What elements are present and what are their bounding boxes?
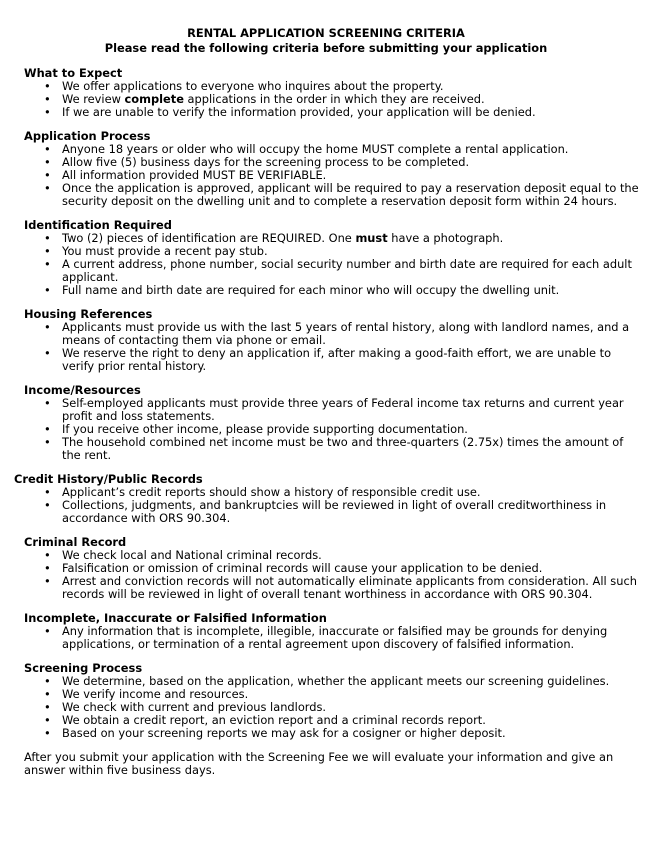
section xyxy=(14,472,640,525)
list-item xyxy=(24,258,640,284)
list-item-emphasis: complete xyxy=(124,92,184,106)
section xyxy=(24,130,640,208)
list-item-text: have a photograph. xyxy=(387,231,504,245)
list-item-text: You must provide a recent pay stub. xyxy=(62,244,268,258)
list-item-text: We check local and National criminal records. xyxy=(62,548,322,562)
list-item-text: We determine, based on the application, whether the applicant meets our screening guidelines. xyxy=(62,674,610,688)
list-item-text: Any information that is incomplete, illegible, inaccurate or falsified may be grounds for denying applications, or termination of a rental agreement upon discovery of falsified information. xyxy=(62,624,608,651)
list-item xyxy=(24,182,640,208)
section xyxy=(24,536,640,601)
bullet-list xyxy=(24,80,640,119)
list-item xyxy=(24,727,640,740)
section-heading: Criminal Record xyxy=(24,535,127,549)
section xyxy=(24,308,640,373)
list-item-text: We verify income and resources. xyxy=(62,687,249,701)
document-subtitle: Please read the following criteria before submitting your application xyxy=(104,41,548,55)
list-item-text: If you receive other income, please provide supporting documentation. xyxy=(62,422,468,436)
list-item-text: Self-employed applicants must provide three years of Federal income tax returns and current year profit and loss statements. xyxy=(62,396,624,423)
section-heading: Credit History/Public Records xyxy=(14,472,203,486)
list-item-text: applications in the order in which they are received. xyxy=(183,92,485,106)
list-item-text: The household combined net income must be two and three-quarters (2.75x) times the amount of the rent. xyxy=(62,435,624,462)
list-item-text: Applicants must provide us with the last 5 years of rental history, along with landlord names, and a means of contacting them via phone or email. xyxy=(62,320,630,347)
list-item-text: We offer applications to everyone who inquires about the property. xyxy=(62,79,444,93)
list-item-text: All information provided MUST BE VERIFIABLE. xyxy=(62,168,327,182)
bullet-list xyxy=(24,397,640,462)
list-item-text: Full name and birth date are required for each minor who will occupy the dwelling unit. xyxy=(62,283,560,297)
list-item-text: Allow five (5) business days for the screening process to be completed. xyxy=(62,155,470,169)
section-heading: Identification Required xyxy=(24,218,172,232)
list-item xyxy=(24,575,640,601)
list-item-text: We obtain a credit report, an eviction report and a criminal records report. xyxy=(62,713,486,727)
list-item-text: Anyone 18 years or older who will occupy the home MUST complete a rental application. xyxy=(62,142,569,156)
list-item xyxy=(24,106,640,119)
section-heading: Housing References xyxy=(24,307,153,321)
section xyxy=(24,384,640,462)
list-item xyxy=(24,625,640,651)
list-item xyxy=(24,284,640,297)
list-item-text: Based on your screening reports we may ask for a cosigner or higher deposit. xyxy=(62,726,506,740)
section xyxy=(24,612,640,651)
list-item-text: If we are unable to verify the information provided, your application will be denied. xyxy=(62,105,536,119)
list-item-text: Two (2) pieces of identification are REQUIRED. One xyxy=(62,231,356,245)
bullet-list xyxy=(24,675,640,740)
list-item xyxy=(24,397,640,423)
list-item xyxy=(24,321,640,347)
list-item-text: We check with current and previous landlords. xyxy=(62,700,327,714)
list-item-text: Arrest and conviction records will not automatically eliminate applicants from consideration. All such records will be reviewed in light of overall tenant worthiness in accordance with ORS 90.304. xyxy=(62,574,637,601)
section-heading: Screening Process xyxy=(24,661,143,675)
list-item-text: We reserve the right to deny an application if, after making a good-faith effort, we are unable to verify prior rental history. xyxy=(62,346,612,373)
list-item-text: We review xyxy=(62,92,125,106)
bullet-list xyxy=(24,549,640,601)
list-item-text: Falsification or omission of criminal records will cause your application to be denied. xyxy=(62,561,543,575)
list-item-text: Once the application is approved, applicant will be required to pay a reservation deposit equal to the security deposit on the dwelling unit and to complete a reservation deposit form within 24 hours. xyxy=(62,181,639,208)
list-item-emphasis: must xyxy=(355,231,388,245)
list-item xyxy=(24,436,640,462)
sections-container xyxy=(14,66,640,740)
bullet-list xyxy=(24,321,640,373)
list-item xyxy=(24,499,640,525)
bullet-list xyxy=(24,486,640,525)
section-heading: Income/Resources xyxy=(24,383,141,397)
section xyxy=(24,67,640,119)
bullet-list xyxy=(24,625,640,651)
bullet-list xyxy=(24,232,640,297)
list-item-text: Collections, judgments, and bankruptcies will be reviewed in light of overall creditworthiness in accordance with ORS 90.304. xyxy=(62,498,607,525)
list-item-text: A current address, phone number, social security number and birth date are required for each adult applicant. xyxy=(62,257,632,284)
list-item-text: Applicant’s credit reports should show a history of responsible credit use. xyxy=(62,485,481,499)
section-heading: Incomplete, Inaccurate or Falsified Information xyxy=(24,611,327,625)
closing-paragraph: After you submit your application with the Screening Fee we will evaluate your information and give an answer within five business days. xyxy=(24,750,614,777)
document-title: RENTAL APPLICATION SCREENING CRITERIA xyxy=(187,26,465,40)
section-heading: What to Expect xyxy=(24,66,123,80)
bullet-list xyxy=(24,143,640,208)
list-item xyxy=(24,347,640,373)
section xyxy=(24,219,640,297)
section-heading: Application Process xyxy=(24,129,151,143)
section xyxy=(24,662,640,740)
